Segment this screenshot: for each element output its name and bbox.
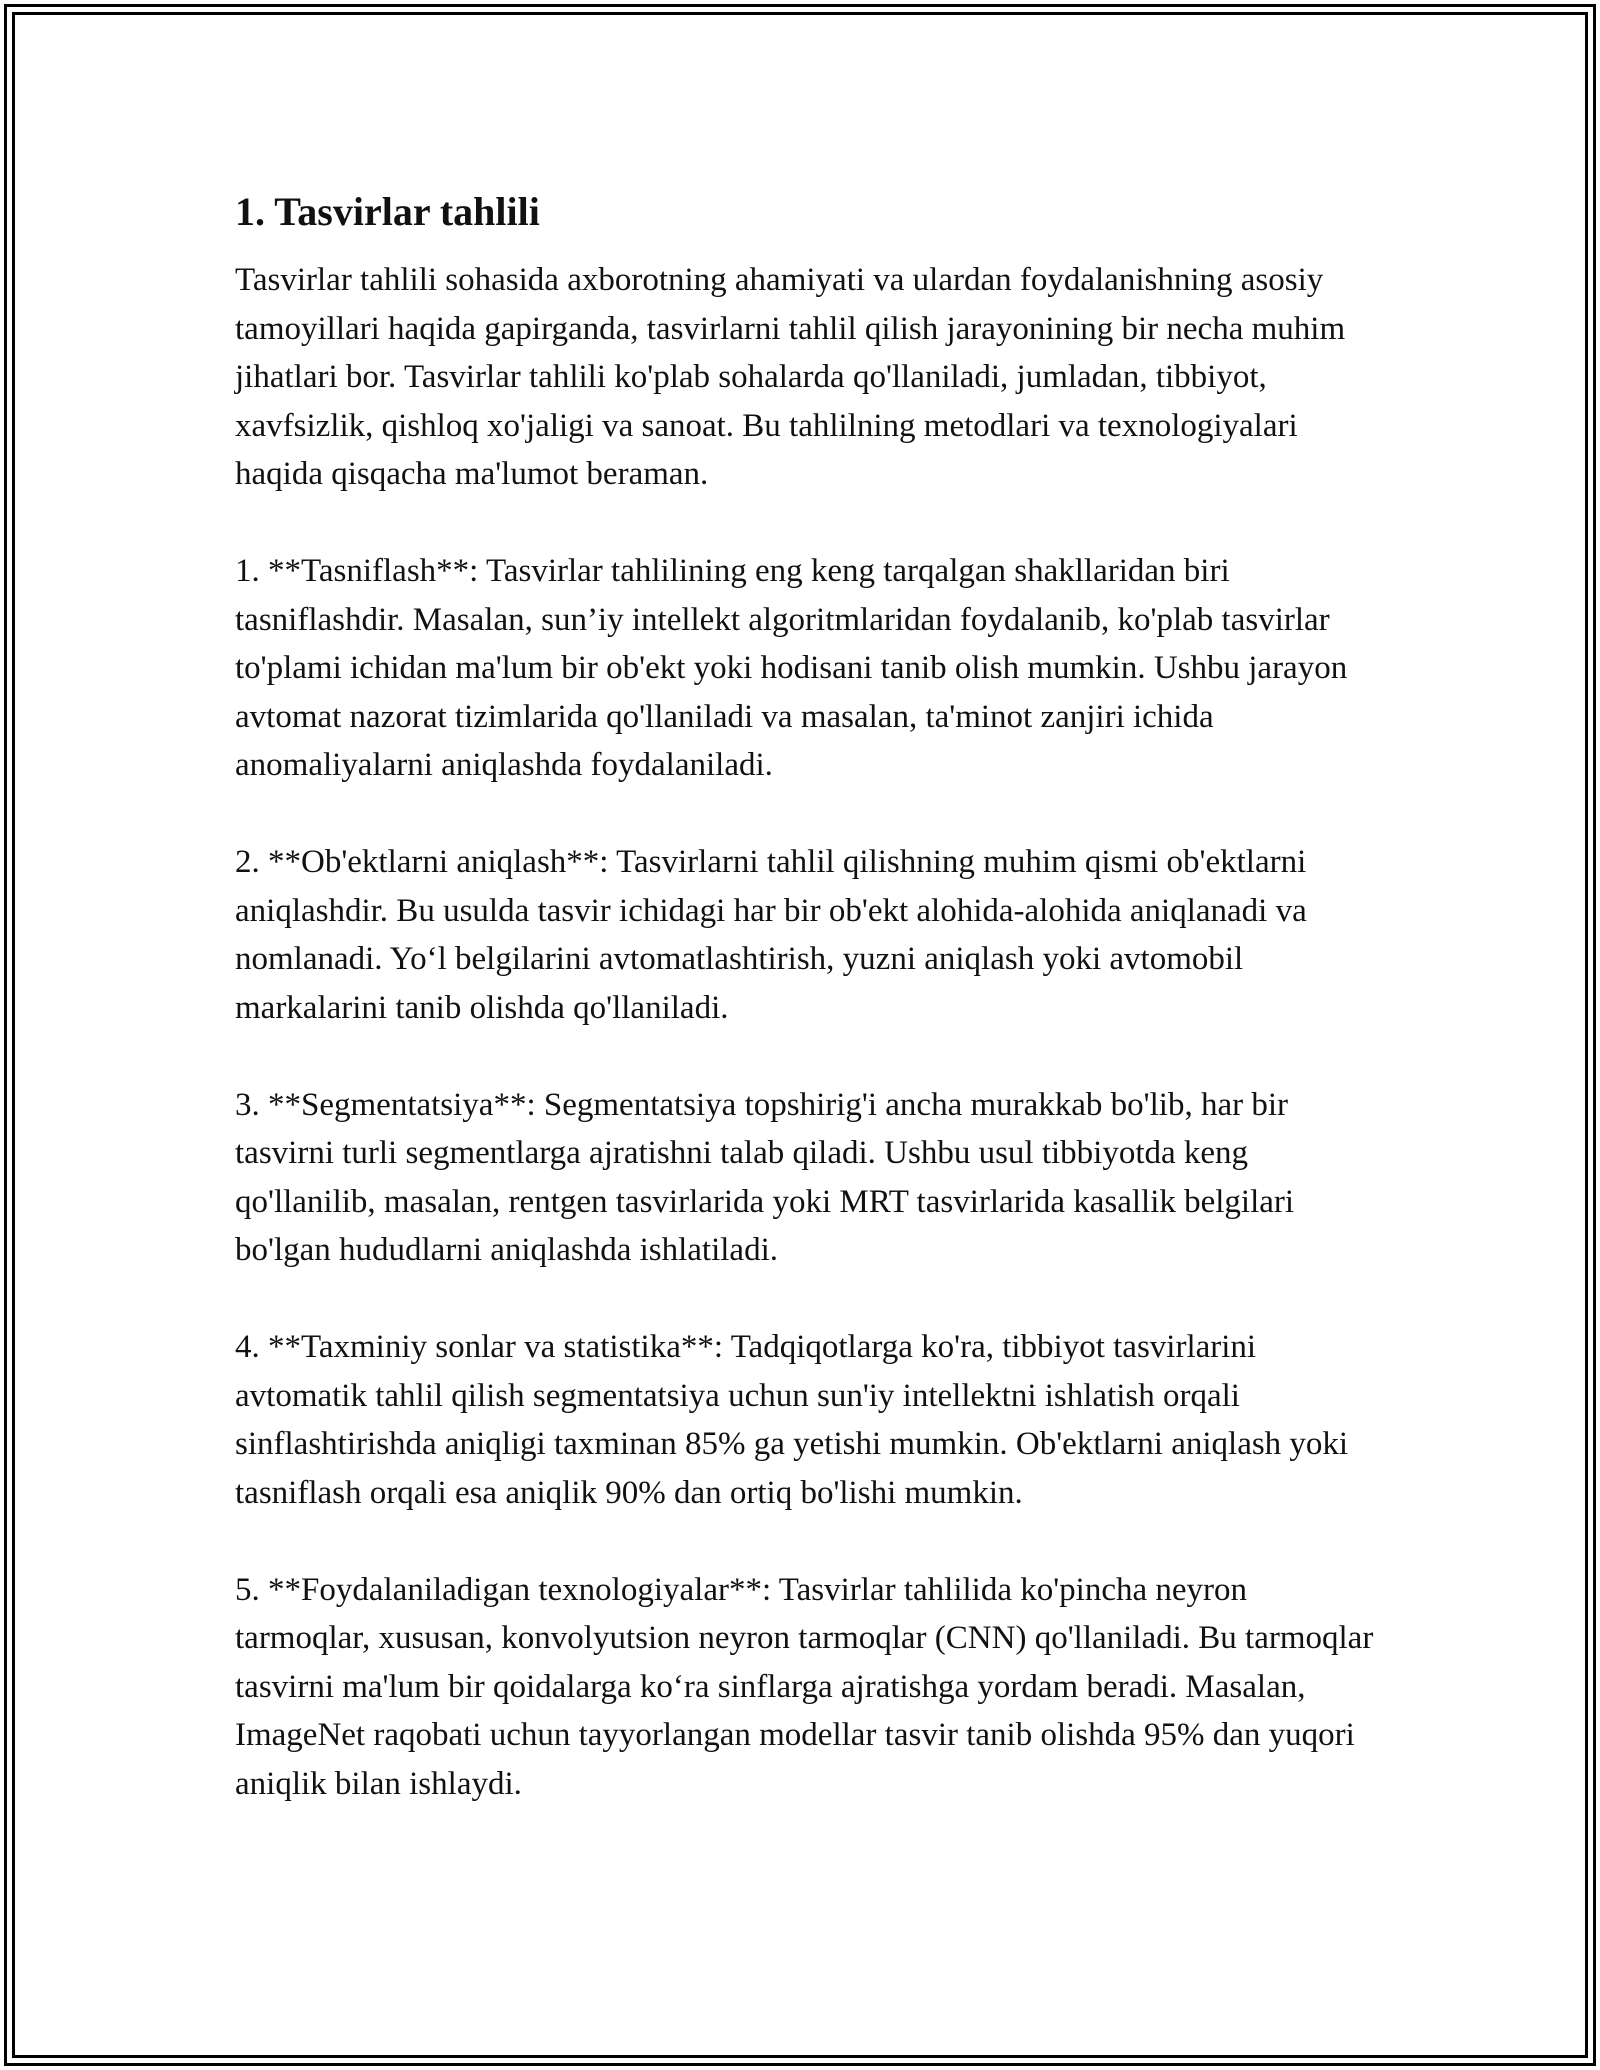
- document-body: [235, 186, 1375, 1857]
- paragraph-obektlarni-aniqlash: 2. **Ob'ektlarni aniqlash**: Tasvirlarni tahlil qilishning muhim qismi ob'ektlarni aniqlashdir. Bu usulda tasvir ichidagi har bir ob'ekt alohida-alohida aniqlanadi va nomlanadi. Yo‘l belgilarini avtomatlashtirish, yuzni aniqlash yoki avtomobil markalarini tanib olishda qo'llaniladi.: [235, 844, 1307, 1026]
- paragraph-statistika: 4. **Taxminiy sonlar va statistika**: Tadqiqotlarga ko'ra, tibbiyot tasvirlarini avtomatik tahlil qilish segmentatsiya uchun sun'iy intellektni ishlatish orqali sinflashtirishda aniqligi taxminan 85% ga yetishi mumkin. Ob'ektlarni aniqlash yoki tasniflash orqali esa aniqlik 90% dan ortiq bo'lishi mumkin.: [235, 1329, 1349, 1511]
- paragraph-tasniflash: 1. **Tasniflash**: Tasvirlar tahlilining eng keng tarqalgan shakllaridan biri tasniflashdir. Masalan, sun’iy intellekt algoritmlaridan foydalanib, ko'plab tasvirlar to'plami ichidan ma'lum bir ob'ekt yoki hodisani tanib olish mumkin. Ushbu jarayon avtomat nazorat tizimlarida qo'llaniladi va masalan, ta'minot zanjiri ichida anomaliyalarni aniqlashda foydalaniladi.: [235, 553, 1348, 783]
- intro-paragraph: Tasvirlar tahlili sohasida axborotning ahamiyati va ulardan foydalanishning asosiy tamoyillari haqida gapirganda, tasvirlarni tahlil qilish jarayonining bir necha muhim jihatlari bor. Tasvirlar tahlili ko'plab sohalarda qo'llaniladi, jumladan, tibbiyot, xavfsizlik, qishloq xo'jaligi va sanoat. Bu tahlilning metodlari va texnologiyalari haqida qisqacha ma'lumot beraman.: [235, 262, 1346, 492]
- paragraph-segmentatsiya: 3. **Segmentatsiya**: Segmentatsiya topshirig'i ancha murakkab bo'lib, har bir tasvirni turli segmentlarga ajratishni talab qiladi. Ushbu usul tibbiyotda keng qo'llanilib, masalan, rentgen tasvirlarida yoki MRT tasvirlarida kasallik belgilari bo'lgan hududlarni aniqlashda ishlatiladi.: [235, 1086, 1295, 1268]
- section-title: 1. Tasvirlar tahlili: [235, 189, 540, 234]
- paragraph-texnologiyalar: 5. **Foydalaniladigan texnologiyalar**: Tasvirlar tahlilida ko'pincha neyron tarmoqlar, xususan, konvolyutsion neyron tarmoqlar (CNN) qo'llaniladi. Bu tarmoqlar tasvirni ma'lum bir qoidalarga ko‘ra sinflarga ajratishga yordam beradi. Masalan, ImageNet raqobati uchun tayyorlangan modellar tasvir tanib olishda 95% dan yuqori aniqlik bilan ishlaydi.: [235, 1571, 1374, 1802]
